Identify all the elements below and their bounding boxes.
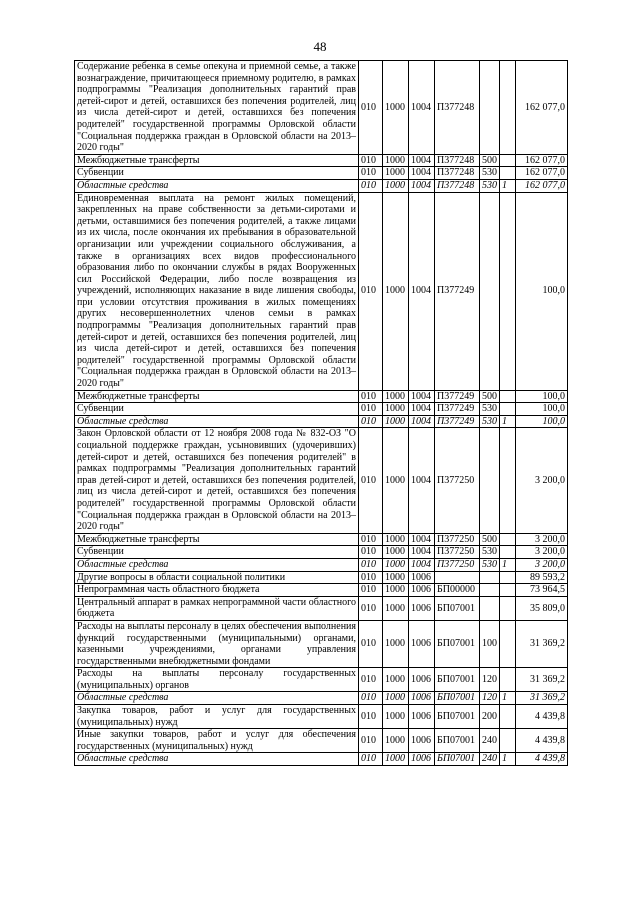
- table-row: [75, 61, 568, 155]
- expense-type-code: 530: [480, 167, 500, 180]
- subsection-code: 1006: [409, 596, 435, 620]
- amount: 73 964,5: [516, 584, 568, 597]
- section-code: 1000: [383, 584, 409, 597]
- section-code: 1000: [383, 61, 409, 155]
- subsection-code: 1004: [409, 533, 435, 546]
- target-article-code: П377250: [435, 428, 480, 533]
- table-row: [75, 692, 568, 705]
- subsection-code: 1004: [409, 403, 435, 416]
- subsection-code: 1004: [409, 154, 435, 167]
- amount: 31 369,2: [516, 668, 568, 692]
- target-article-code: П377249: [435, 403, 480, 416]
- funding-source-code: [500, 729, 516, 753]
- section-code: 1000: [383, 192, 409, 390]
- expense-type-code: [480, 571, 500, 584]
- section-code: 1000: [383, 154, 409, 167]
- ministry-code: 010: [359, 546, 383, 559]
- table-row: [75, 533, 568, 546]
- subsection-code: 1004: [409, 546, 435, 559]
- amount: 3 200,0: [516, 533, 568, 546]
- table-row: [75, 167, 568, 180]
- section-code: 1000: [383, 167, 409, 180]
- item-name: Межбюджетные трансферты: [75, 533, 359, 546]
- amount: 3 200,0: [516, 546, 568, 559]
- amount: 31 369,2: [516, 692, 568, 705]
- expense-type-code: 500: [480, 533, 500, 546]
- item-name: Другие вопросы в области социальной политики: [75, 571, 359, 584]
- table-row: [75, 428, 568, 533]
- target-article-code: П377249: [435, 415, 480, 428]
- amount: 89 593,2: [516, 571, 568, 584]
- subsection-code: 1004: [409, 428, 435, 533]
- funding-source-code: 1: [500, 415, 516, 428]
- item-name: Областные средства: [75, 558, 359, 571]
- expense-type-code: 530: [480, 546, 500, 559]
- item-name: Иные закупки товаров, работ и услуг для обеспечения государственных (муниципальных) нужд: [75, 729, 359, 753]
- expense-type-code: 530: [480, 403, 500, 416]
- table-row: [75, 390, 568, 403]
- amount: 162 077,0: [516, 61, 568, 155]
- subsection-code: 1006: [409, 705, 435, 729]
- table-row: [75, 620, 568, 667]
- target-article-code: БП07001: [435, 596, 480, 620]
- amount: 162 077,0: [516, 154, 568, 167]
- budget-table: [74, 60, 568, 766]
- funding-source-code: 1: [500, 692, 516, 705]
- page-number: 48: [313, 39, 327, 54]
- subsection-code: 1006: [409, 620, 435, 667]
- funding-source-code: [500, 390, 516, 403]
- target-article-code: БП00000: [435, 584, 480, 597]
- ministry-code: 010: [359, 61, 383, 155]
- target-article-code: П377250: [435, 533, 480, 546]
- target-article-code: БП07001: [435, 729, 480, 753]
- subsection-code: 1006: [409, 753, 435, 766]
- funding-source-code: [500, 620, 516, 667]
- ministry-code: 010: [359, 692, 383, 705]
- target-article-code: П377250: [435, 546, 480, 559]
- table-row: [75, 546, 568, 559]
- expense-type-code: 240: [480, 753, 500, 766]
- section-code: 1000: [383, 179, 409, 192]
- subsection-code: 1004: [409, 61, 435, 155]
- table-row: [75, 179, 568, 192]
- amount: 35 809,0: [516, 596, 568, 620]
- ministry-code: 010: [359, 584, 383, 597]
- ministry-code: 010: [359, 596, 383, 620]
- section-code: 1000: [383, 571, 409, 584]
- subsection-code: 1004: [409, 179, 435, 192]
- subsection-code: 1006: [409, 668, 435, 692]
- target-article-code: П377248: [435, 61, 480, 155]
- section-code: 1000: [383, 705, 409, 729]
- amount: 100,0: [516, 390, 568, 403]
- amount: 162 077,0: [516, 179, 568, 192]
- subsection-code: 1006: [409, 692, 435, 705]
- expense-type-code: 200: [480, 705, 500, 729]
- target-article-code: П377248: [435, 167, 480, 180]
- item-name: Областные средства: [75, 692, 359, 705]
- ministry-code: 010: [359, 558, 383, 571]
- funding-source-code: [500, 428, 516, 533]
- section-code: 1000: [383, 403, 409, 416]
- funding-source-code: [500, 596, 516, 620]
- section-code: 1000: [383, 753, 409, 766]
- item-name: Закон Орловской области от 12 ноября 2008 года № 832-ОЗ "О социальной поддержке граждан, усыновивших (удочеривших) детей-сирот и детей, оставшихся без попечения родителей" в рамках подпрограммы "Реализация дополнительных гарантий прав детей-сирот и детей, оставшихся без попечения родителей, лиц из числа детей-сирот и детей, оставшихся без попечения родителей" государственной программы Орловской области "Социальная поддержка граждан в Орловской области на 2013–2020 годы": [75, 428, 359, 533]
- section-code: 1000: [383, 415, 409, 428]
- ministry-code: 010: [359, 390, 383, 403]
- funding-source-code: [500, 167, 516, 180]
- ministry-code: 010: [359, 415, 383, 428]
- table-row: [75, 415, 568, 428]
- ministry-code: 010: [359, 753, 383, 766]
- section-code: 1000: [383, 558, 409, 571]
- table-row: [75, 753, 568, 766]
- ministry-code: 010: [359, 571, 383, 584]
- table-body: [75, 61, 568, 766]
- target-article-code: БП07001: [435, 668, 480, 692]
- ministry-code: 010: [359, 668, 383, 692]
- expense-type-code: [480, 192, 500, 390]
- section-code: 1000: [383, 692, 409, 705]
- funding-source-code: [500, 61, 516, 155]
- subsection-code: 1006: [409, 584, 435, 597]
- item-name: Межбюджетные трансферты: [75, 154, 359, 167]
- amount: 3 200,0: [516, 558, 568, 571]
- target-article-code: БП07001: [435, 620, 480, 667]
- subsection-code: 1004: [409, 558, 435, 571]
- funding-source-code: [500, 584, 516, 597]
- table-row: [75, 729, 568, 753]
- ministry-code: 010: [359, 428, 383, 533]
- item-name: Центральный аппарат в рамках непрограммной части областного бюджета: [75, 596, 359, 620]
- section-code: 1000: [383, 620, 409, 667]
- amount: 162 077,0: [516, 167, 568, 180]
- section-code: 1000: [383, 596, 409, 620]
- table-row: [75, 571, 568, 584]
- item-name: Содержание ребенка в семье опекуна и приемной семье, а также вознаграждение, причитающееся приемному родителю, в рамках подпрограммы "Реализация дополнительных гарантий прав детей-сирот и детей, оставшихся без попечения родителей, лиц из числа детей-сирот и детей, оставшихся без попечения родителей" государственной программы Орловской области "Социальная поддержка граждан в Орловской области на 2013–2020 годы": [75, 61, 359, 155]
- target-article-code: БП07001: [435, 753, 480, 766]
- amount: 4 439,8: [516, 705, 568, 729]
- funding-source-code: 1: [500, 753, 516, 766]
- item-name: Областные средства: [75, 753, 359, 766]
- funding-source-code: [500, 154, 516, 167]
- amount: 31 369,2: [516, 620, 568, 667]
- item-name: Закупка товаров, работ и услуг для государственных (муниципальных) нужд: [75, 705, 359, 729]
- subsection-code: 1006: [409, 729, 435, 753]
- subsection-code: 1004: [409, 192, 435, 390]
- funding-source-code: [500, 571, 516, 584]
- table-row: [75, 596, 568, 620]
- item-name: Межбюджетные трансферты: [75, 390, 359, 403]
- ministry-code: 010: [359, 620, 383, 667]
- ministry-code: 010: [359, 533, 383, 546]
- ministry-code: 010: [359, 192, 383, 390]
- funding-source-code: 1: [500, 179, 516, 192]
- funding-source-code: [500, 705, 516, 729]
- ministry-code: 010: [359, 179, 383, 192]
- expense-type-code: 530: [480, 558, 500, 571]
- section-code: 1000: [383, 729, 409, 753]
- target-article-code: П377248: [435, 179, 480, 192]
- ministry-code: 010: [359, 167, 383, 180]
- subsection-code: 1004: [409, 167, 435, 180]
- ministry-code: 010: [359, 729, 383, 753]
- expense-type-code: 120: [480, 692, 500, 705]
- target-article-code: П377249: [435, 192, 480, 390]
- amount: 100,0: [516, 403, 568, 416]
- item-name: Областные средства: [75, 179, 359, 192]
- item-name: Непрограммная часть областного бюджета: [75, 584, 359, 597]
- item-name: Расходы на выплаты персоналу в целях обеспечения выполнения функций государственными (муниципальными) органами, казенными учреждениями, органами управления государственными внебюджетными фондами: [75, 620, 359, 667]
- funding-source-code: [500, 546, 516, 559]
- expense-type-code: 240: [480, 729, 500, 753]
- section-code: 1000: [383, 546, 409, 559]
- section-code: 1000: [383, 668, 409, 692]
- ministry-code: 010: [359, 154, 383, 167]
- section-code: 1000: [383, 533, 409, 546]
- section-code: 1000: [383, 390, 409, 403]
- funding-source-code: [500, 533, 516, 546]
- ministry-code: 010: [359, 403, 383, 416]
- funding-source-code: [500, 192, 516, 390]
- target-article-code: БП07001: [435, 705, 480, 729]
- item-name: Единовременная выплата на ремонт жилых помещений, закрепленных на праве собственности за детьми-сиротами и детьми, оставшимися без попечения родителей, а также лицами из их числа, после окончания их пребывания в образовательной организации или учреждении социального обслуживания, а также в организациях всех видов профессионального образования либо по окончании службы в рядах Вооруженных сил Российской Федерации, либо после возвращения из учреждений, исполняющих наказание в виде лишения свободы, при условии отсутствия проживания в жилых помещениях других несовершеннолетних членов семьи в рамках подпрограммы "Реализация дополнительных гарантий прав детей-сирот и детей, оставшихся без попечения родителей, лиц из числа детей-сирот и детей, оставшихся без попечения родителей" государственной программы Орловской области "Социальная поддержка граждан в Орловской области на 2013–2020 годы": [75, 192, 359, 390]
- table-row: [75, 192, 568, 390]
- funding-source-code: [500, 403, 516, 416]
- amount: 100,0: [516, 415, 568, 428]
- item-name: Субвенции: [75, 546, 359, 559]
- table-row: [75, 558, 568, 571]
- expense-type-code: 530: [480, 179, 500, 192]
- ministry-code: 010: [359, 705, 383, 729]
- amount: 4 439,8: [516, 729, 568, 753]
- item-name: Субвенции: [75, 403, 359, 416]
- expense-type-code: 500: [480, 390, 500, 403]
- target-article-code: П377249: [435, 390, 480, 403]
- table-row: [75, 668, 568, 692]
- item-name: Расходы на выплаты персоналу государственных (муниципальных) органов: [75, 668, 359, 692]
- item-name: Субвенции: [75, 167, 359, 180]
- expense-type-code: [480, 428, 500, 533]
- target-article-code: БП07001: [435, 692, 480, 705]
- expense-type-code: [480, 61, 500, 155]
- amount: 4 439,8: [516, 753, 568, 766]
- table-row: [75, 705, 568, 729]
- expense-type-code: 530: [480, 415, 500, 428]
- item-name: Областные средства: [75, 415, 359, 428]
- funding-source-code: 1: [500, 558, 516, 571]
- subsection-code: 1004: [409, 415, 435, 428]
- expense-type-code: 100: [480, 620, 500, 667]
- target-article-code: П377250: [435, 558, 480, 571]
- amount: 3 200,0: [516, 428, 568, 533]
- subsection-code: 1006: [409, 571, 435, 584]
- expense-type-code: 120: [480, 668, 500, 692]
- target-article-code: П377248: [435, 154, 480, 167]
- expense-type-code: 500: [480, 154, 500, 167]
- funding-source-code: [500, 668, 516, 692]
- expense-type-code: [480, 584, 500, 597]
- subsection-code: 1004: [409, 390, 435, 403]
- target-article-code: [435, 571, 480, 584]
- amount: 100,0: [516, 192, 568, 390]
- section-code: 1000: [383, 428, 409, 533]
- table-row: [75, 403, 568, 416]
- table-row: [75, 584, 568, 597]
- table-row: [75, 154, 568, 167]
- expense-type-code: [480, 596, 500, 620]
